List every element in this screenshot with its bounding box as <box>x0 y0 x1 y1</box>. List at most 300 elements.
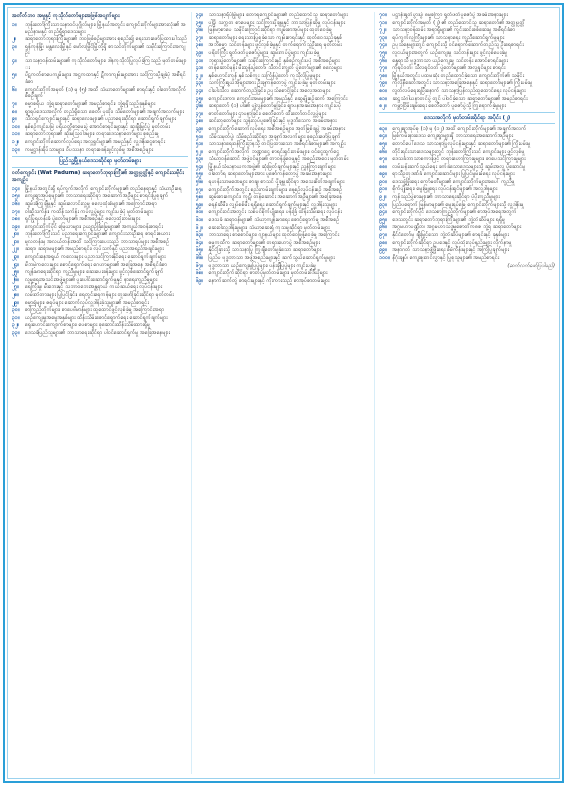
list-item <box>196 278 372 285</box>
item-text: ကျောင်းတိုက်ဆိုင်ရာ ဥပဒေနှင့် လုပ်ထုံးလုပ်နည်းများ လိုက်နာမှု <box>392 239 512 246</box>
item-number: ၄၁။ <box>195 65 204 72</box>
item-text: ဝါဆိုသင်္ကန်း၊ ကထိန်သင်္ကန်း ကပ်လှူပွဲများ ကျင်းပခဲ့ပုံ မှတ်တမ်းများ <box>25 208 153 215</box>
item-text: တန်ဆောင်မုန်း မီးထွန်းပွဲတော်၊ သီတင်းကျွတ် ပွဲတော်များ၏ ဓလေ့များ <box>208 65 342 72</box>
list-item <box>12 209 188 216</box>
item-text: ကျေးရွာအုပ်စု (၁) မှ (၁၂) အထိ ကျောင်းတိုက်များ၏ အချက်အလက် <box>392 125 527 132</box>
item-number: ၇၆။ <box>379 57 387 64</box>
list-item <box>379 12 555 19</box>
item-number: ၄၅။ <box>195 95 204 102</box>
item-number: ၄၈။ <box>195 118 204 125</box>
item-number: ၆၈။ <box>195 270 204 277</box>
item-number: ၂။ <box>12 36 17 43</box>
item-number: ၄၀။ <box>195 57 204 64</box>
list-item <box>12 124 188 131</box>
list-item <box>12 300 188 307</box>
list-item <box>379 88 555 95</box>
item-number: ၂၂။ <box>12 246 19 253</box>
item-text: ကျောင်းတိုက်အမှတ် (၁) မှ (၅) အထိ သံဃာတော်များ၏ စာရင်းနှင့် ဝါတော်အလိုက်စီစဉ်ချက် <box>25 86 187 100</box>
item-number: ၁၉။ <box>12 223 20 230</box>
item-number: ၆၅။ <box>195 247 204 254</box>
item-text: ဆွမ်းစားကျောင်း၊ ကုဋီ၊ တန်ဆောင်း အဆောက်အဦများ၏ အခြေအနေ <box>208 194 342 201</box>
item-text: မူလတန်းမှ အလယ်တန်းအထိ သင်ကြားပေးသည့် ဘာသာရပ်များ အစီအစဉ် <box>25 238 170 245</box>
list-item <box>12 101 188 108</box>
item-text: နိုင်ငံတော်မှ ချီးမြှင့်သော ဘွဲ့တံဆိပ်များ၏ စာရင်းနှင့် ခုနှစ်များ <box>392 232 509 239</box>
list-item <box>196 65 372 72</box>
item-number: ၅၄။ <box>195 163 204 170</box>
item-text: နောက်ဆက်တွဲ စာရင်းများနှင့် ကိုးကားသည့် စာအုပ်စာတမ်းများ <box>208 277 330 284</box>
item-text: ကိုလိုနီခေတ်အတွင်း သာသနာ့အခြေအနေနှင့် ဆရာတော်များ၏ ကြိုးပမ်းမှု <box>392 80 533 87</box>
list-item <box>12 201 188 208</box>
list-item <box>12 292 188 299</box>
item-number: ၅၉။ <box>195 201 204 208</box>
item-number: ၄၂။ <box>195 72 203 79</box>
list-item <box>379 255 555 262</box>
item-number: ၅၆။ <box>195 179 204 186</box>
list-item <box>196 187 372 194</box>
list-item <box>12 36 188 43</box>
item-number: ၉။ <box>12 116 17 123</box>
list-item <box>12 254 188 261</box>
list-item <box>379 50 555 57</box>
item-text: မြို့နယ်အတွင်း ပထမဆုံး တည်ထောင်ခဲ့သော ကျောင်းတိုက်၏ သမိုင်း <box>392 72 524 79</box>
list-item <box>12 322 188 329</box>
item-text: ဘာသာရေး စာစောင်များ၊ ဂျာနယ်များ ထုတ်ဝေဖြန့်ဝေခဲ့မှု အကြောင်း <box>208 232 340 239</box>
item-number: ၉၃။ <box>379 201 387 208</box>
list-item <box>12 139 188 146</box>
item-number: ၈၂။ <box>379 103 387 110</box>
list-item <box>379 240 555 247</box>
item-text: ကျောင်းတိုက်အလိုက် ဘဏ္ဍာငွေ စာရင်းရှင်းတမ်းများ၊ ဝင်ငွေထွက်ငွေ <box>208 148 340 155</box>
item-text: ရဟန်းသာမဏေများ စာချ၊ စာသင် ပို့ချမှုဆိုင်ရာ အသေးစိတ်အချက်များ <box>208 179 345 186</box>
item-number: ၇၇။ <box>379 65 387 72</box>
item-text: ဘုန်းတော်ကြီးသာသနာဝင်ပုဂ္ဂိုလ်များ၊ မြို့နယ်အတွင်း ကျောင်းတိုက်များအားလုံး၏ အမည်နာမနှင့် တည်ရှိရာဒေသများ <box>25 21 186 35</box>
list-item <box>12 284 188 291</box>
list-item <box>12 116 188 123</box>
item-text: ရွာရပ်ဒေသအလိုက် တည်ရှိသော စေတီ၊ ပုထိုး၊ သိမ်တော်များ၏ အချက်အလက်များ <box>25 108 184 115</box>
list-item <box>196 20 372 27</box>
list-item <box>12 44 188 58</box>
list-item <box>12 269 188 276</box>
item-text: သက်ကြီးရွယ်အိုများအား ဦးချကန်တော့ပွဲ ကျင်းပခဲ့မှု မှတ်တမ်းများ <box>208 80 336 87</box>
list-item <box>12 72 188 86</box>
list-item <box>196 27 372 34</box>
item-number: ၈၉။ <box>379 171 387 178</box>
list-item <box>196 270 372 277</box>
item-text: ကမ္ဘာ့ငြိမ်းချမ်းရေး စေတီတော် ပူဇော်ပွဲသို့ ကြွရောက်ခဲ့မှုများ <box>392 103 506 110</box>
item-text: သာသနာ့ဝန်ထမ်းများ၏ ကုသိုလ်တော်များ၊ ဒါနကုသိုလ်ပြုလုပ်ခဲ့ကြသည့် မှတ်တမ်းများ <box>25 58 187 71</box>
item-text: မြို့နယ်အတွင်းရှိ ရပ်ကွက်အလိုက် ကျောင်းတိုက်များ၏ တည်နေရာနှင့် သံဃာဦးရေ <box>25 185 182 192</box>
list-item <box>379 27 555 34</box>
item-text: ရာသီဥတုဒဏ်ခံ ကျောင်းဆောင်များ ပြုပြင်မွမ်းမံရေး လုပ်ငန်းများ <box>392 171 515 178</box>
list-item <box>379 186 555 193</box>
list-item <box>12 87 188 101</box>
item-text: အဘိဓမ္မာ သင်တန်းများ ဖွင့်လှစ်ခဲ့မှုနှင့် တက်ရောက်သူဦးရေ မှတ်တမ်း <box>208 42 342 49</box>
item-text: တောင်ပေါ်ဒေသ သာသနာပြုလုပ်ငန်းများနှင့် ဆရာတော်များ၏ ကြိုးပမ်းမှု <box>392 140 531 147</box>
item-text: ဒေသတွင်း ဆရာတော်ဘုရားကြီးများ၏ ဘွဲ့တံဆိပ်များ ရရှိမှု <box>392 216 506 223</box>
item-number: ၁၁။ <box>12 131 20 138</box>
item-text: ပါဠိ၊ သက္ကတ စာပေများ သင်ကြားပို့ချမှုနှင့် ဘာသာပြန်ဆိုမှု လုပ်ငန်းများ <box>208 19 345 26</box>
list-item <box>379 179 555 186</box>
item-number: ၃၇။ <box>195 34 204 41</box>
text-columns <box>12 12 555 774</box>
item-text: ကိုရင်ဝတ်၊ သီလရှင်ဝတ် ပွဲတော်များ၏ အလှူရှင်များ စာရင်း <box>392 65 506 72</box>
item-number: ၇။ <box>12 101 17 108</box>
item-number: ၈၈။ <box>379 163 387 170</box>
item-text: နှစ်စဉ်ကျင်းပမြဲ ပရိယတ္တိစာမေးပွဲ အောင်စာရင်းများနှင့် ဆုချီးမြှင့်ပွဲ မှတ်တမ်း <box>25 123 170 130</box>
list-item <box>196 42 372 49</box>
list-item <box>196 111 372 118</box>
item-number: ၄၃။ <box>195 80 204 87</box>
list-item <box>196 240 372 247</box>
item-text: ကျောင်းတိုက်အမှတ် (၂) ၏ တည်ထောင်သူ ဆရာတော်၏ အတ္ထုပ္ပတ္တိ <box>392 19 525 26</box>
item-text: စိုက်ပျိုးရေး၊ မွေးမြူရေး လုပ်ငန်းရှင်များ၏ အလှူဒါနများ <box>392 186 498 193</box>
item-number: ၉၁။ <box>379 186 387 193</box>
list-item <box>379 58 555 65</box>
item-text: လွတ်လပ်ရေးရပြီးနောက် သာသနာ့ပြန်လည်ထူထောင်ရေး လုပ်ငန်းများ <box>392 87 526 94</box>
item-number: ၅၀။ <box>195 133 204 140</box>
list-item <box>379 217 555 224</box>
item-text: မိဘမဲ့ကလေးများ စောင့်ရှောက်ရေး ဂေဟာများ၏ အခြေအနေ အစီရင်ခံစာ <box>25 261 168 268</box>
item-number: ၆။ <box>12 86 17 93</box>
item-text: ဆွမ်းခံကြွချီမှုနှင့် ဆွမ်းလောင်းလှူမှု ဓလေ့ထုံးစံများ၏ အကြောင်းအရာ <box>25 200 157 207</box>
list-item <box>379 126 555 133</box>
item-number: ၂၃။ <box>12 254 20 261</box>
item-text: ပြည်ပရောက် မြန်မာများ၏ မွေးရပ်မြေ ကျောင်းတိုက်များသို့ လှူဒါန်းမှု <box>392 201 524 208</box>
item-text: ကျောင်းနေအရွယ် ကလေးများ ပညာသင်ကြားနိုင်ရေး ဆောင်ရွက်ချက်များ <box>25 254 166 261</box>
list-item <box>12 330 188 337</box>
item-number: ၆၃။ <box>195 232 204 239</box>
list-item <box>379 73 555 80</box>
list-item <box>12 239 188 246</box>
item-number: ၉၅။ <box>379 216 387 223</box>
list-item <box>196 118 372 125</box>
list-item <box>12 246 188 253</box>
item-text: ကျန်းမာရေးဆိုင်ရာ ကူညီမှုများ၊ ဆေးပေးခန်းများ ဖွင့်လှစ်ဆောင်ရွက်ချက် <box>25 269 164 276</box>
item-text: ကျောင်းတိုက်ပိုင် မြေယာများ၊ ဥယျာဉ်ခြံမြေများ၏ အကျယ်အဝန်းစာရင်း <box>25 223 163 230</box>
column-1 <box>12 12 192 774</box>
section-heading: ပြည်သူ့မြို့နယ်ဒေသဆိုင်ရာ မှတ်တမ်းများ <box>12 156 188 168</box>
item-number: ၁၂။ <box>12 139 20 146</box>
list-item <box>196 134 372 141</box>
list-item <box>196 141 372 148</box>
list-item <box>379 171 555 178</box>
list-item <box>196 126 372 133</box>
item-number: ၈၃။ <box>379 125 387 132</box>
item-text: ဆင်းတုတော်များ သွန်းလုပ်ပူဇော်ခြင်းနှင့် ဗုဒ္ဓဘိသေက အခမ်းအနား <box>208 118 337 125</box>
item-text: ဆဋ္ဌသံဂါယနာတင်ပွဲ တွင် ပါဝင်ခဲ့သော ဆရာတော်များ၏ အမည်စာရင်း <box>392 95 528 102</box>
item-number: ၅၅။ <box>195 171 204 178</box>
item-text: ဒေသဖွံ့ဖြိုးရေး ကော်မတီများ၏ ကျောင်းတိုက်များအပေါ် ကူညီမှု <box>392 178 515 185</box>
item-text: ရှင်ပြုရဟန်းခံ ပွဲတော်များ၏ အစီအစဉ်နှင့် ဓလေ့ထုံးတမ်းများ <box>25 216 141 223</box>
item-text: ရေနံဆီမီး၊ လျှပ်စစ်မီး ရရှိရေး ဆောင်ရွက်ချက်များနှင့် လှူဒါန်းသူများ <box>208 201 337 208</box>
list-item <box>379 202 555 209</box>
list-item <box>196 73 372 80</box>
item-number: ၁။ <box>12 21 17 28</box>
list-item <box>196 255 372 262</box>
item-text: နွေရာသီ ဗုဒ္ဓဘာသာ ယဉ်ကျေးမှု သင်တန်း အောင်စာရင်းများ <box>392 57 508 64</box>
item-text: ဓမ္မာစရိယ ဘွဲ့ရဆရာတော်များ၏ အမည်စာရင်း၊ ဘွဲ့ရရှိသည့်ခုနှစ်များ <box>25 101 156 108</box>
item-text: သိမ်သမုတ်ပွဲ၊ သိမ်စည်းဆိုင်ရာ အချက်အလက်များ စုစည်းဖော်ပြချက် <box>208 133 341 140</box>
item-text: မြို့နယ်သံဃနာယကအဖွဲ့၏ ဆုံးဖြတ်ချက်များနှင့် ညွှန်ကြားချက်များ <box>208 163 336 170</box>
list-item <box>196 217 372 224</box>
item-text: ဆရာတော် (၁) ပါး၏ ပျံလွန်တော်မူခြင်း၊ ဈာပနအခမ်းအနား ကျင်းပပုံ <box>208 103 342 110</box>
item-text: ကျေးရွာအုပ်စုများ၏ ဘာသာရေးဆိုင်ရာ အဆောက်အဦများ စာရင်းပြုစုချက် <box>25 193 169 200</box>
item-number: ၅၁။ <box>195 141 204 148</box>
item-number: ၇၈။ <box>379 72 387 79</box>
list-item <box>196 50 372 57</box>
list-item <box>379 80 555 87</box>
list-item <box>379 247 555 254</box>
item-number: ၁၇။ <box>12 208 20 215</box>
item-number: ၂၉။ <box>12 299 20 306</box>
list-item <box>196 96 372 103</box>
list-item <box>196 179 372 186</box>
item-number: ၂၈။ <box>12 292 20 299</box>
list-item <box>12 58 188 72</box>
item-number: ၉၄။ <box>379 209 387 216</box>
list-item <box>379 156 555 163</box>
item-text: သံဃာ့ဝန်ဆောင် အဖွဲ့ဝင်များ၏ တာဝန်ခွဲဝေမှုနှင့် အစည်းအဝေး မှတ်တမ်း <box>208 156 349 163</box>
list-item <box>196 232 372 239</box>
page-border <box>3 3 564 783</box>
item-text: ကုန်သည်ပွဲစားများ၏ ဘာသာရေးဆိုင်ရာ ပံ့ပိုးကူညီမှုများ <box>392 194 500 201</box>
list-item <box>379 20 555 27</box>
item-text: ဒေသခံ ဆရာဝန်များ၏ သံဃာ့ကျန်းမာရေး စောင့်ရှောက်မှု အစီအစဉ် <box>208 217 340 224</box>
item-text: ကျောင်းတိုက်ဆောက်လုပ်ရေး အလှူရှင်များ၏ အမည်နှင့် လှူဒါန်းငွေစာရင်း <box>25 139 165 146</box>
item-number: ၃၅။ <box>195 19 204 26</box>
list-item <box>196 103 372 110</box>
section-heading: ဒေသအလိုက် မှတ်တမ်းဆိုင်ရာ အပိုင်း (၂) <box>379 112 555 124</box>
item-text: ဘုရားပွဲတော်များ၏ သမိုင်းကြောင်းနှင့် နှစ်စဉ်ကျင်းပပုံ အစီအစဉ်များ <box>208 57 340 64</box>
list-item <box>12 131 188 138</box>
item-text: ဥပုသ်နေ့များတွင် ကျောင်းသို့ ဝင်ရောက်ဆောက်တည်သူ ဦးရေစာရင်း <box>392 42 524 49</box>
item-text: စာကြည့်တိုက်များ၊ စာပေဗိမာန်များ ထူထောင်ဖွင့်လှစ်ခဲ့မှု အကြောင်းအရာ <box>25 307 165 314</box>
item-number: ၂၇။ <box>12 284 20 291</box>
item-text: သာသနာရေးဝန်ကြီးဌာနသို့ တင်ပြထားသော အစီရင်ခံစာများ၏ အကျဉ်း <box>208 141 346 148</box>
list-item <box>12 216 188 223</box>
item-text: ဗုဒ္ဓဘာသာ ယဉ်ကျေးမှုပြပွဲများ၊ ပန်းချီပြပွဲများ ကျင်းပခဲ့မှု <box>208 262 317 269</box>
item-number: ၃။ <box>12 43 17 50</box>
item-number: ၁၀၀။ <box>379 254 390 261</box>
item-number: ၄၉။ <box>195 125 204 132</box>
list-item <box>12 315 188 322</box>
item-text: နှစ်ဟောင်းကုန် နှစ်သစ်ကူး သင်္ကြန်ပွဲတော် ကုသိုလ်ပြုမှုများ <box>208 72 320 79</box>
item-text: ဆေးဝါးလှူဒါန်းမှုများ၊ သံဃာ့ဆေးရုံ ကုသမှုဆိုင်ရာ မှတ်တမ်းများ <box>208 224 330 231</box>
item-number: ၁၆။ <box>12 200 20 207</box>
item-number: ၄။ <box>12 58 17 65</box>
item-text: ကျောင်းဝင်းအတွင်း သစ်ပင်စိုက်ပျိုးရေး၊ ပန်းခြံ ထိန်းသိမ်းရေး လုပ်ငန်း <box>208 209 342 216</box>
list-item <box>379 42 555 49</box>
item-number: ၉၂။ <box>379 194 387 201</box>
item-text: ဆရာတော်ဘုရား၏ ဆုံးမဩဝါဒများ၊ တရားဒေသနာတော်များ စုစည်းမှု <box>25 131 159 138</box>
item-number: ၆၀။ <box>195 209 204 216</box>
item-number: ၅၈။ <box>195 194 204 201</box>
item-number: ၂၄။ <box>12 261 20 268</box>
item-number: ၂၆။ <box>12 276 20 283</box>
item-text: သာသနာ့ဝန်ထမ်း အရာရှိများ၏ ကွင်းဆင်းစစ်ဆေးမှု အစီရင်ခံစာ <box>392 27 516 34</box>
list-item <box>12 277 188 284</box>
item-text: ကျောင်းတိုက်ပိုင် ဒေသစာကြည့်တိုက်များ၏ စာအုပ်အရေအတွက် <box>392 209 517 216</box>
item-text: သာသနာ့ရိပ်မြုံများ၊ တောရကျောင်းများ၏ တည်ထောင်သူ ဆရာတော်များ <box>208 12 348 18</box>
item-text: ဒေသခံပြည်သူများ၏ ဘာသာရေးဆိုင်ရာ ပါဝင်ဆောင်ရွက်မှု အခြေအနေများ <box>25 330 170 336</box>
continued-note: (ဆက်လက်ဖော်ပြပါမည်) <box>507 263 556 270</box>
list-item <box>379 103 555 110</box>
item-number: ၉၇။ <box>379 232 387 239</box>
item-number: ၆၄။ <box>195 239 204 246</box>
list-item <box>196 171 372 178</box>
item-text: ကျောင်းတိုက်အတွင်း စည်းကမ်းချက်များ၊ နေ့စဉ်လုပ်ငန်းစဉ် အစီအစဉ် <box>208 186 343 193</box>
item-number: ၁၃။ <box>12 146 20 153</box>
item-number: ၃၈။ <box>195 42 204 49</box>
item-number: ၈၁။ <box>379 95 387 102</box>
list-item <box>379 194 555 201</box>
item-text: သီလရှင်ကျောင်းများနှင့် ဆရာလေးများ၏ ပညာရေးဆိုင်ရာ ဆောင်ရွက်ချက်များ <box>25 116 176 123</box>
item-number: ၃၄။ <box>195 12 204 18</box>
item-number: ၁၄။ <box>12 185 20 192</box>
item-number: ၈၄။ <box>379 133 387 140</box>
item-text: ကမ္မဋ္ဌာန်းရိပ်သာများ၊ ဝိပဿနာ တရားစခန်းဖွင့်လှစ်မှု အစီအစဉ်များ <box>25 146 154 153</box>
list-item <box>196 202 372 209</box>
item-number: ၅။ <box>12 72 17 79</box>
item-text: နိုင်ငံခြားသို့ သာသနာပြု ကြွချီတော်မူခဲ့သော ဆရာတော်များ <box>208 247 322 254</box>
item-text: အနာဂတ် သာသနာ့ဖွံ့ဖြိုးရေး စီမံကိန်းများနှင့် အကြံပြုချက်များ <box>392 247 509 254</box>
item-text: လူငယ်များအတွက် ယဉ်ကျေးမှု သင်တန်းများ ဖွင့်လှစ်ပေးခဲ့မှု <box>392 49 508 56</box>
list-item <box>12 186 188 193</box>
item-text: ငါးပါးသီလ ဆောက်တည်ခြင်း၊ ဥပုသ်စောင့်ခြင်း အလေ့အထများ <box>208 87 331 94</box>
list-item <box>379 133 555 140</box>
list-item <box>379 209 555 216</box>
list-item <box>379 149 555 156</box>
item-number: ၇၀။ <box>379 12 387 18</box>
item-text: ကျောင်းတိုက်ဆိုင်ရာ ဓာတ်ပုံမှတ်တမ်းများ၊ မှတ်တမ်းဗီဒီယိုများ <box>208 270 328 277</box>
list-item <box>196 194 372 201</box>
item-number: ၈၇။ <box>379 156 387 163</box>
item-number: ၃၉။ <box>195 49 204 56</box>
item-number: ၃၁။ <box>12 314 20 321</box>
item-text: ယဉ်ကျေးမှုအမွေအနှစ်များ ထိန်းသိမ်းစောင့်ရှောက်ရေး ဆောင်ရွက်ချက်များ <box>25 314 168 321</box>
item-text: ဓမ္မကထိက ဆရာတော်များ၏ တရားဟောပွဲ အစီအစဉ်များ <box>208 239 320 246</box>
item-number: ၆၇။ <box>195 262 204 269</box>
list-item <box>12 193 188 200</box>
item-number: ၉၀။ <box>379 178 387 185</box>
item-number: ၅၂။ <box>195 148 203 155</box>
list-item <box>196 88 372 95</box>
list-item <box>196 225 372 232</box>
list-item <box>196 149 372 156</box>
list-item <box>379 232 555 239</box>
item-number: ၇၅။ <box>379 49 387 56</box>
list-item <box>196 263 372 270</box>
item-number: ၆၆။ <box>195 255 204 261</box>
item-text: ပိဋကတ်စာပေကျမ်းများ၊ အဋ္ဌကထာနှင့် ဋီကာကျမ်းများအား သင်ကြားပို့ချခဲ့ပုံ အစီရင်ခံစာ <box>25 72 186 86</box>
list-item <box>379 65 555 72</box>
intro-note: ဝတ်ကျောင်း (Wat Paduma) ဆရာတော်ဘုရားကြီး၏ အတ္ထုပ္ပတ္တိနှင့် ကျောင်းသမိုင်းအကျဉ်း <box>12 170 184 183</box>
list-item <box>379 96 555 103</box>
list-item <box>379 35 555 42</box>
item-text: ဆရာတော်ဘုရားကြီးများ၏ ဘဝဖြစ်စဉ်များအား စုစည်း၍ ရေးသားဖော်ပြထားပါသည် <box>25 36 187 43</box>
item-number: ၃၀။ <box>12 307 20 314</box>
list-item <box>196 209 372 216</box>
item-text: ပြည်ပ ဗုဒ္ဓဘာသာ အဖွဲ့အစည်းများနှင့် ဆက်သွယ်ဆောင်ရွက်မှုများ <box>208 255 335 261</box>
item-number: ၄၇။ <box>195 110 204 117</box>
item-text: ရန်ကုန်မြို့၊ မန္တလေးမြို့နှင့် မော်လမြိုင်မြို့တို့ရှိ စာသင်တိုက်များ၏ သမိုင်းကြောင်းအကျဉ်း <box>25 43 186 57</box>
item-text: လူမှုရေးအသင်းအဖွဲ့များ၏ ပူးပေါင်းဆောင်ရွက်မှုနှင့် နာရေးကူညီမှုများ <box>25 276 158 283</box>
list-item <box>379 141 555 148</box>
list-item <box>379 224 555 231</box>
item-number: ၁၈။ <box>12 216 20 223</box>
list-item <box>12 262 188 269</box>
list-item <box>196 12 372 19</box>
item-number: ၉၈။ <box>379 239 387 246</box>
item-number: ၉၆။ <box>379 224 387 231</box>
item-number: ၂၅။ <box>12 269 20 276</box>
list-item <box>12 307 188 314</box>
item-number: ၇၂။ <box>379 27 387 34</box>
list-item <box>196 80 372 87</box>
item-number: ၃၃။ <box>12 330 20 336</box>
item-number: ၈၅။ <box>379 140 387 147</box>
item-number: ၇၁။ <box>379 19 387 26</box>
list-item <box>379 164 555 171</box>
list-item <box>12 231 188 238</box>
item-number: ၉၉။ <box>379 247 387 254</box>
list-item <box>12 147 188 154</box>
item-number: ၈။ <box>12 108 17 115</box>
item-number: ၂၁။ <box>12 238 20 245</box>
item-text: ဓမ္မာရုံများ၊ ဇရပ်များ ဆောက်လုပ်လှူဒါန်းခဲ့သူများ၏ အမည်စာရင်း <box>25 299 149 306</box>
item-text: အဂ္ဂမဟာပဏ္ဍိတ၊ အဂ္ဂမဟာသဒ္ဓမ္မဇောတိကဓဇ ဘွဲ့ရ ဆရာတော်များ <box>392 224 522 231</box>
item-text: ရှေးဟောင်းကျောက်စာများ၊ ပေစာများ စုဆောင်းထိန်းသိမ်းထားရှိမှု <box>25 322 151 329</box>
item-text: မြစ်ကမ်းနားဒေသ ကျေးရွာများရှိ ဘာသာရေးအဆောက်အဦများ <box>392 133 513 140</box>
item-number: ၆၉။ <box>195 277 204 284</box>
item-number: ၃၂။ <box>12 322 20 329</box>
item-number: ၅၇။ <box>195 186 204 193</box>
item-number: ၈၀။ <box>379 87 387 94</box>
item-text: ရပ်ကွက်လူကြီးများ၏ သာသနာရေး ကူညီဆောင်ရွက်မှုများ <box>392 34 505 41</box>
item-text: ရေကြီးမှု၊ မီးဘေးနှင့် သဘာဝဘေးအန္တရာယ် ကယ်ဆယ်ရေး လုပ်ငန်းများ <box>25 284 162 291</box>
item-number: ၁၀။ <box>12 123 20 130</box>
list-item <box>12 22 188 36</box>
item-text: လမ်းတံတားများ ပြုပြင်ခြင်း၊ ရေတွင်းရေကန်များ တူးဖော်ခြင်းဆိုင်ရာ မှတ်တမ်း <box>25 292 174 299</box>
item-text: ပဋ္ဌာန်းရွတ်ပွားပွဲ၊ ဓမ္မစကြာ ရွတ်ဖတ်ပူဇော်ပွဲ အခမ်းအနားများ <box>392 12 508 18</box>
item-number: ၆၁။ <box>195 217 204 224</box>
item-text: ပရိတ်ကြီး ရွတ်ဖတ်ပူဇော်ပွဲများ၊ ဆွမ်းကပ်ပွဲများ ကျင်းပခဲ့မှု <box>208 49 320 56</box>
list-item <box>12 109 188 116</box>
intro-note: အတိတ်ဘဝ အမှုနှင့် ကုသိုလ်တော်များအဖြစ်အပျက်များ <box>12 13 120 19</box>
list-item <box>196 58 372 65</box>
item-number: ၂၀။ <box>12 231 20 238</box>
item-number: ၄၆။ <box>195 103 204 110</box>
item-number: ၇၄။ <box>379 42 387 49</box>
list-item <box>196 164 372 171</box>
list-item <box>196 247 372 254</box>
item-text: မြန်မာ့စာပေ သမိုင်းကြောင်းဆိုင်ရာ ကျမ်းစာအုပ်များ ထုတ်ဝေခဲ့မှု <box>208 27 332 34</box>
item-text: ဒေသခံဘာသာစကားဖြင့် တရားဟောကြားမှုများ၊ စာပေသင်ကြားမှုများ <box>392 156 526 163</box>
item-text: တိုင်းရင်းသားဒေသများတွင် ဘုန်းတော်ကြီးသင် ကျောင်းများ ဖွင့်လှစ်မှု <box>392 148 525 155</box>
column-2 <box>196 12 376 774</box>
item-number: ၅၃။ <box>195 156 204 163</box>
item-text: လမ်းပန်းဆက်သွယ်ရေး ခက်ခဲသောဒေသများသို့ ဆွမ်းအလှူ ပို့ဆောင်မှု <box>392 163 526 170</box>
item-text: ဆရာတော်များ ရေးသားပြုစုခဲ့သော ကျမ်းစာရင်းနှင့် ထုတ်ဝေသည့်ခုနှစ် <box>208 34 343 41</box>
item-text: ဝါတော်ရ ဆရာတော်များအား ပူဇော်ကန်တော့ပွဲ အခမ်းအနားများ <box>208 171 332 178</box>
column-3 <box>379 12 555 774</box>
item-text: ကျောင်းတိုက်ဆောက်လုပ်ရေး အစီအစဉ်များ၊ အုတ်မြစ်ချပွဲ အခမ်းအနား <box>208 125 345 132</box>
item-number: ၈၆။ <box>379 148 387 155</box>
item-text: ဘုန်းတော်ကြီးသင် ပညာရေးကျောင်းများ၏ ကျောင်းသားဦးရေ စာရင်းဇယား <box>25 231 170 238</box>
item-number: ၆၂။ <box>195 224 203 231</box>
item-number: ၄၄။ <box>195 87 204 94</box>
item-text: နိဂုံးချုပ်၊ ကျေးဇူးတင်လွှာနှင့် ပြုစုသူများ၏ အမည်စာရင်း <box>392 254 500 261</box>
